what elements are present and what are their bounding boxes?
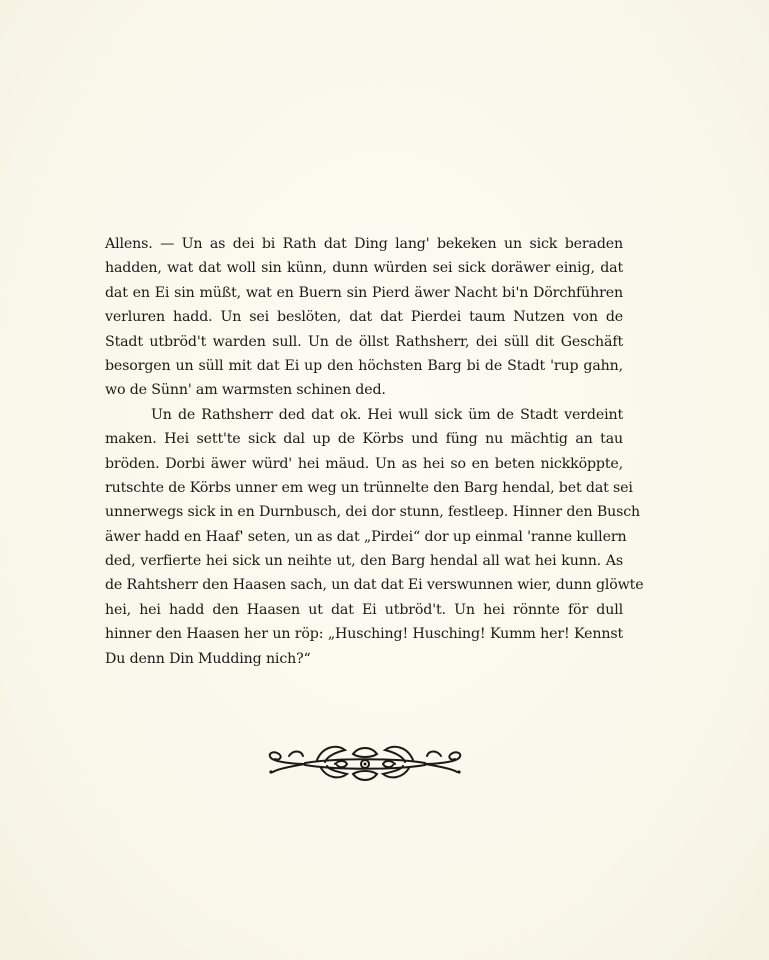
paragraph-1 (105, 232, 623, 403)
text-line: hinner den Haasen her un röp: „Husching! Husching! Kumm her! Kennst (105, 626, 623, 643)
text-line: de Rahtsherr den Haasen sach, un dat dat Ei verswunnen wier, dunn glöwte (105, 577, 644, 594)
body-text (105, 232, 644, 671)
text-line: dat en Ei sin müßt, wat en Buern sin Pierd äwer Nacht bi'n Dörchführen (105, 284, 623, 301)
text-line: hei, hei hadd den Haasen ut dat Ei utbröd't. Un hei rönnte för dull (105, 601, 623, 618)
text-line: wo de Sünn' am warmsten schinen ded. (105, 382, 386, 399)
text-line: besorgen un süll mit dat Ei up den höchsten Barg bi de Stadt 'rup gahn, (105, 357, 623, 374)
decorative-vignette-icon (265, 736, 465, 786)
text-line: Du denn Din Mudding nich?“ (105, 650, 311, 667)
text-line: Un de Rathsherr ded dat ok. Hei wull sick üm de Stadt verdeint (151, 406, 623, 423)
paragraph-2 (105, 403, 644, 671)
text-line: unnerwegs sick in en Durnbusch, dei dor stunn, festleep. Hinner den Busch (105, 504, 641, 521)
text-line: bröden. Dorbi äwer würd' hei mäud. Un as hei so en beten nickköppte, (105, 455, 623, 472)
text-line: rutschte de Körbs unner em weg un trünnelte den Barg hendal, bet dat sei (105, 479, 633, 496)
text-line: Allens. — Un as dei bi Rath dat Ding lang' bekeken un sick beraden (105, 236, 623, 252)
text-line: Stadt utbröd't warden sull. Un de öllst Rathsherr, dei süll dit Geschäft (105, 333, 623, 350)
text-line: verluren hadd. Un sei beslöten, dat dat Pierdei taum Nutzen von de (105, 309, 623, 326)
text-line: ded, verfierte hei sick un neihte ut, den Barg hendal all wat hei kunn. As (105, 553, 623, 570)
text-line: maken. Hei sett'te sick dal up de Körbs und füng nu mächtig an tau (105, 431, 623, 448)
text-line: hadden, wat dat woll sin künn, dunn würden sei sick doräwer einig, dat (105, 260, 623, 277)
text-line: äwer hadd en Haaf' seten, un as dat „Pirdei“ dor up einmal 'ranne kullern (105, 528, 627, 545)
